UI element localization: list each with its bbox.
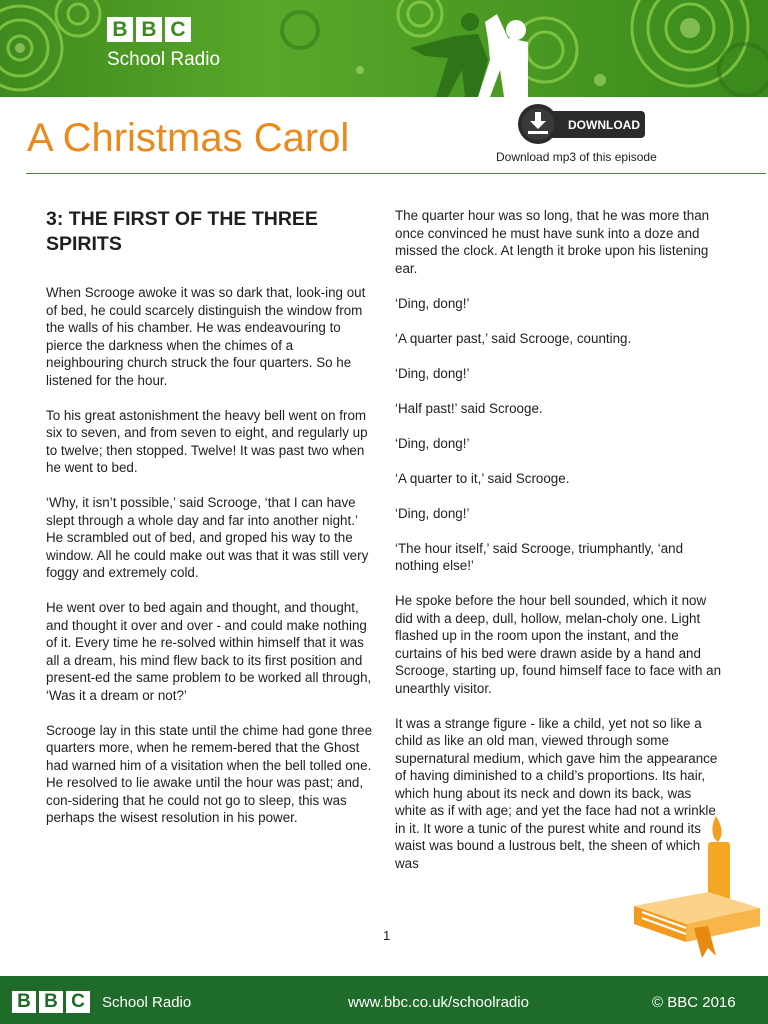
paragraph: ‘Ding, dong!’	[395, 365, 470, 381]
logo-letter: B	[136, 17, 162, 42]
paragraph: ‘Why, it isn’t possible,’ said Scrooge, ‘that I can have slept through a whole day and far into another night.’ He scrambled out of bed, and groped his way to the window. All he could make out was that it was still very foggy and extremely cold.	[46, 495, 369, 580]
logo-letter: B	[12, 991, 36, 1013]
paragraph: ‘Ding, dong!’	[395, 435, 470, 451]
paragraph: ‘A quarter past,’ said Scrooge, counting.	[395, 330, 632, 346]
candle-book-icon	[628, 810, 768, 960]
header-banner	[0, 0, 768, 97]
footer-url-link[interactable]: www.bbc.co.uk/schoolradio	[348, 994, 529, 1011]
paragraph: Scrooge lay in this state until the chime had gone three quarters more, when he remem-bered that the Ghost had warned him of a visitation when the bell tolled one. He resolved to lie awake until the hour was past; and, con-sidering that he could not go to sleep, this was perhaps the wisest resolution in his power.	[46, 722, 373, 825]
paragraph: To his great astonishment the heavy bell went on from six to seven, and from seven to eight, and regularly up to twelve; then stopped. Twelve! It was past two when he went to bed.	[46, 407, 368, 475]
bbc-logo	[107, 17, 191, 42]
divider	[26, 173, 766, 174]
left-column	[46, 284, 374, 844]
logo-letter: C	[66, 991, 90, 1013]
chapter-heading: 3: THE FIRST OF THE THREE SPIRITS	[46, 208, 318, 255]
download-caption: Download mp3 of this episode	[496, 150, 657, 164]
page-number: 1	[383, 928, 391, 943]
footer	[0, 976, 768, 1024]
paragraph: ‘Ding, dong!’	[395, 295, 470, 311]
paragraph: The quarter hour was so long, that he was more than once convinced he must have sunk into a doze and missed the clock. At length it broke upon his listening ear.	[395, 208, 710, 276]
download-label: DOWNLOAD	[568, 118, 640, 132]
logo-letter: B	[107, 17, 133, 42]
logo-letter: B	[39, 991, 63, 1013]
programme-name: School Radio	[107, 49, 221, 70]
footer-copyright: © BBC 2016	[652, 994, 736, 1011]
paragraph: ‘A quarter to it,’ said Scrooge.	[395, 470, 570, 486]
paragraph: When Scrooge awoke it was so dark that, look-ing out of bed, he could scarcely distinguish the window from the walls of his chamber. He was endeavouring to pierce the darkness when the chimes of a neighbouring church struck the four quarters. So he listened for the hour.	[46, 285, 366, 388]
page-title: A Christmas Carol	[27, 116, 350, 160]
paragraph: ‘Half past!’ said Scrooge.	[395, 400, 543, 416]
footer-programme: School Radio	[102, 994, 192, 1011]
download-button[interactable]	[518, 104, 646, 144]
right-column	[395, 207, 725, 890]
paragraph: ‘The hour itself,’ said Scrooge, triumphantly, ‘and nothing else!’	[395, 540, 684, 573]
paragraph: ‘Ding, dong!’	[395, 505, 470, 521]
download-button-graphic	[518, 104, 646, 144]
paragraph: He spoke before the hour bell sounded, which it now did with a deep, dull, hollow, melan-choly one. Light flashed up in the room upon the instant, and the curtains of his bed were drawn aside by a hand and Scrooge, starting up, found himself face to face with an unearthly visitor.	[395, 593, 722, 696]
paragraph: He went over to bed again and thought, and thought, and thought it over and over - and could make nothing of it. Every time he re-solved within himself that it was all a dream, his mind flew back to its first position and present-ed the same problem to be worked all through, ‘Was it a dream or not?’	[46, 600, 372, 703]
logo-letter: C	[165, 17, 191, 42]
footer-bbc-logo	[12, 991, 90, 1013]
paragraph: It was a strange figure - like a child, yet not so like a child as like an old man, viewed through some supernatural medium, which gave him the appearance of having diminished to a child’s proportions. Its hair, which hung about its neck and down its back, was white as if with age; and yet the face had not a wrinkle in it. It wore a tunic of the purest white and round its waist was bound a lustrous belt, the sheen of which was	[395, 715, 718, 871]
